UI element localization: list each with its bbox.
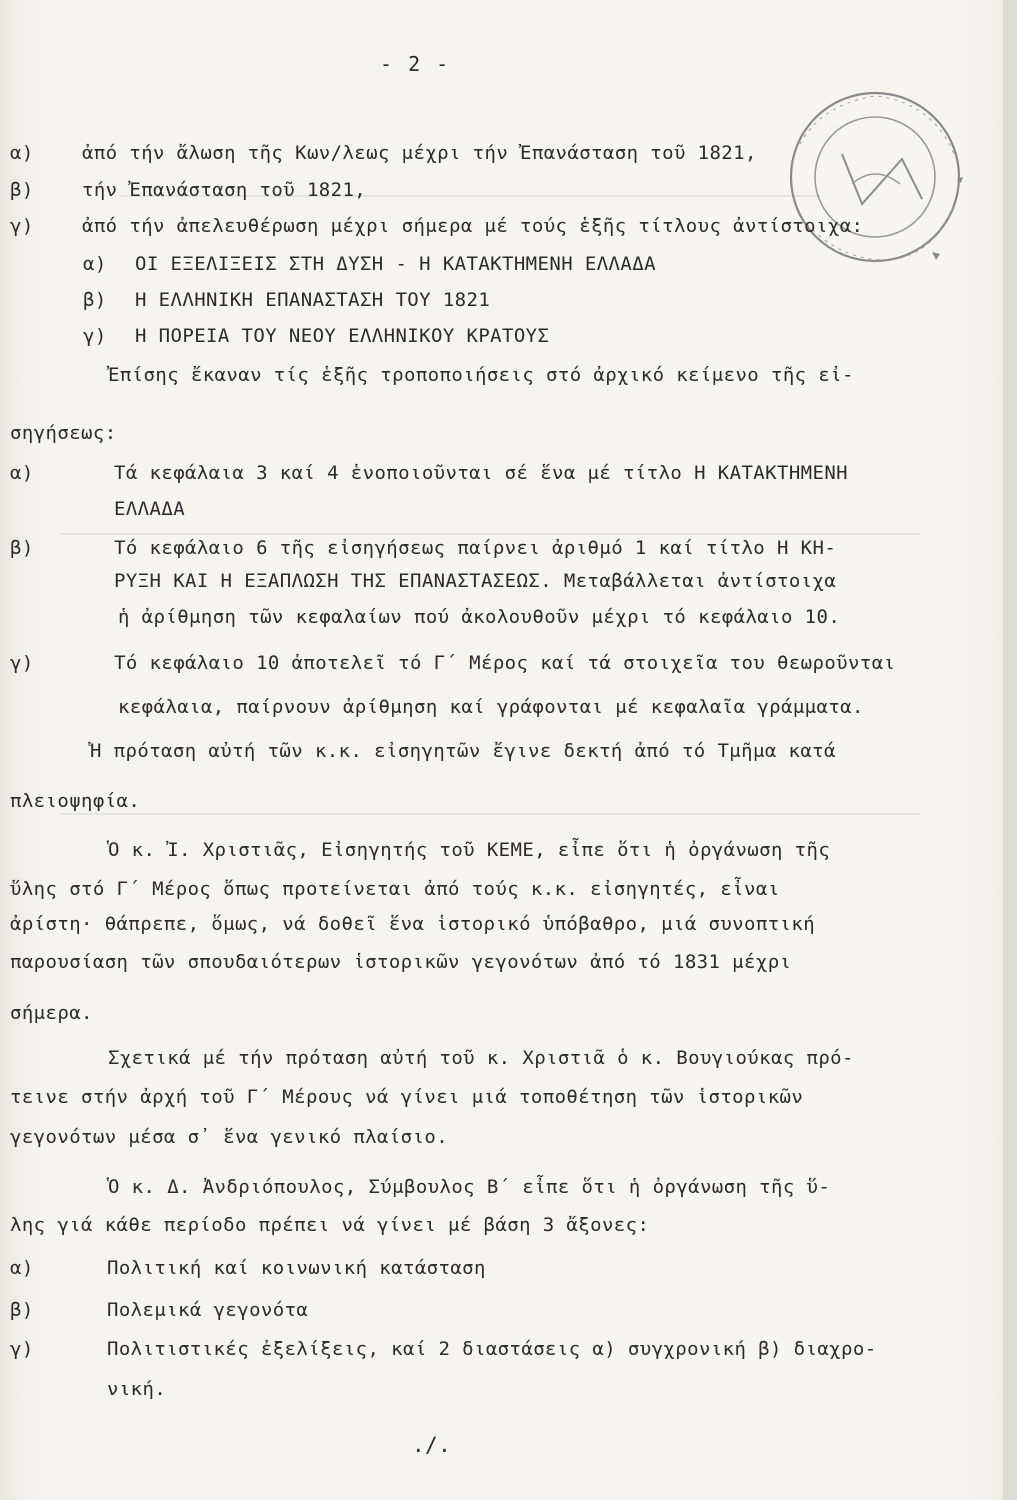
list-marker: γ) — [10, 215, 34, 237]
list-marker: γ) — [83, 325, 107, 347]
list-marker: β) — [10, 1299, 34, 1321]
change-c — [10, 651, 896, 675]
list1-text-b: τήν Ἐπανάσταση τοῦ 1821, — [82, 179, 367, 201]
change-a — [10, 461, 849, 485]
list1-item-b — [10, 178, 367, 202]
title-text-b: Η ΕΛΛΗΝΙΚΗ ΕΠΑΝΑΣΤΑΣΗ ΤΟΥ 1821 — [135, 289, 491, 311]
list1-text-a: ἀπό τήν ἄλωση τῆς Κων/λεως μέχρι τήν Ἐπανάσταση τοῦ 1821, — [82, 142, 757, 164]
para3-line: Ὁ κ. Ἰ. Χριστιᾶς, Εἰσηγητής τοῦ ΚΕΜΕ, εἶπε ὅτι ἡ ὀργάνωση τῆς — [108, 839, 831, 861]
list-marker: β) — [10, 179, 34, 201]
para4-line: Σχετικά μέ τήν πρόταση αὐτή τοῦ κ. Χριστιᾶ ὁ κ. Βουγιούκας πρό- — [108, 1047, 854, 1069]
title-item-c — [83, 324, 550, 348]
change-c-text: Τό κεφάλαιο 10 ἀποτελεῖ τό Γ΄ Μέρος καί τά στοιχεῖα του θεωροῦνται — [114, 652, 896, 674]
end-mark: ./. — [412, 1433, 452, 1457]
axis-b — [10, 1298, 309, 1322]
para3-line: σήμερα. — [10, 1002, 93, 1024]
change-a-text: Τά κεφάλαια 3 καί 4 ἑνοποιοῦνται σέ ἕνα μέ τίτλο Η ΚΑΤΑΚΤΗΜΕΝΗ — [114, 462, 849, 484]
change-a-cont: ΕΛΛΑΔΑ — [114, 498, 186, 520]
bleed-through-shade — [60, 800, 920, 820]
list-marker: α) — [83, 253, 107, 275]
title-item-b — [83, 288, 491, 312]
list1-item-a — [10, 141, 757, 165]
para3-line: ὕλης στό Γ΄ Μέρος ὅπως προτείνεται ἀπό τούς κ.κ. εἰσηγητές, εἶναι — [10, 878, 780, 900]
change-b-cont: ΡΥΞΗ ΚΑΙ Η ΕΞΑΠΛΩΣΗ ΤΗΣ ΕΠΑΝΑΣΤΑΣΕΩΣ. Μεταβάλλεται ἀντίστοιχα — [114, 570, 837, 592]
para3-line: ἀρίστη· θάπρεπε, ὅμως, νά δοθεῖ ἕνα ἱστορικό ὑπόβαθρο, μιά συνοπτική — [10, 913, 816, 935]
para2-line: Ἡ πρόταση αὐτή τῶν κ.κ. εἰσηγητῶν ἔγινε δεκτή ἀπό τό Τμῆμα κατά — [90, 740, 836, 762]
title-text-c: Η ΠΟΡΕΙΑ ΤΟΥ ΝΕΟΥ ΕΛΛΗΝΙΚΟΥ ΚΡΑΤΟΥΣ — [135, 325, 550, 347]
change-b — [10, 536, 837, 560]
para1-line: σηγήσεως: — [10, 422, 117, 444]
list-marker: β) — [83, 289, 107, 311]
para3-line: παρουσίαση τῶν σπουδαιότερων ἱστορικῶν γεγονότων ἀπό τό 1831 μέχρι — [10, 951, 792, 973]
change-c-cont: κεφάλαια, παίρνουν ἀρίθμηση καί γράφονται μέ κεφαλαῖα γράμματα. — [118, 696, 864, 718]
list-marker: γ) — [10, 652, 34, 674]
list1-text-c: ἀπό τήν ἀπελευθέρωση μέχρι σήμερα μέ τούς ἑξῆς τίτλους ἀντίστοιχα: — [82, 215, 864, 237]
page-edge-shadow — [1003, 0, 1017, 1500]
axis-b-text: Πολεμικά γεγονότα — [107, 1299, 309, 1321]
change-b-cont: ἡ ἀρίθμηση τῶν κεφαλαίων πού ἀκολουθοῦν μέχρι τό κεφάλαιο 10. — [118, 606, 841, 628]
title-text-a: ΟΙ ΕΞΕΛΙΞΕΙΣ ΣΤΗ ΔΥΣΗ - Η ΚΑΤΑΚΤΗΜΕΝΗ ΕΛΛΑΔΑ — [135, 253, 656, 275]
para4-line: γεγονότων μέσα σ᾽ ἕνα γενικό πλαίσιο. — [10, 1126, 449, 1148]
title-item-a — [83, 252, 656, 276]
para4-line: τεινε στήν ἀρχή τοῦ Γ΄ Μέρους νά γίνει μιά τοποθέτηση τῶν ἱστορικῶν — [10, 1086, 804, 1108]
office-stamp — [782, 84, 968, 270]
axis-c — [10, 1337, 877, 1361]
axis-a-text: Πολιτική καί κοινωνική κατάσταση — [107, 1257, 486, 1279]
list-marker: α) — [10, 462, 34, 484]
para1-line: Ἐπίσης ἔκαναν τίς ἑξῆς τροποποιήσεις στό ἀρχικό κείμενο τῆς εἰ- — [108, 364, 854, 386]
page-number: - 2 - — [380, 52, 451, 76]
para5-line: Ὁ κ. Δ. Ἀνδριόπουλος, Σύμβουλος Β΄ εἶπε ὅτι ἡ ὀργάνωση τῆς ὕ- — [108, 1176, 831, 1198]
list-marker: α) — [10, 142, 34, 164]
list-marker: β) — [10, 537, 34, 559]
axis-c-cont: νική. — [107, 1378, 167, 1400]
list-marker: γ) — [10, 1338, 34, 1360]
change-b-text: Τό κεφάλαιο 6 τῆς εἰσηγήσεως παίρνει ἀριθμό 1 καί τίτλο Η ΚΗ- — [114, 537, 837, 559]
para5-line: λης γιά κάθε περίοδο πρέπει νά γίνει μέ βάση 3 ἄξονες: — [10, 1214, 650, 1236]
list-marker: α) — [10, 1257, 34, 1279]
para2-line: πλειοψηφία. — [10, 790, 141, 812]
list1-item-c — [10, 214, 864, 238]
axis-c-text: Πολιτιστικές ἐξελίξεις, καί 2 διαστάσεις α) συγχρονική β) διαχρο- — [107, 1338, 877, 1360]
axis-a — [10, 1256, 486, 1280]
